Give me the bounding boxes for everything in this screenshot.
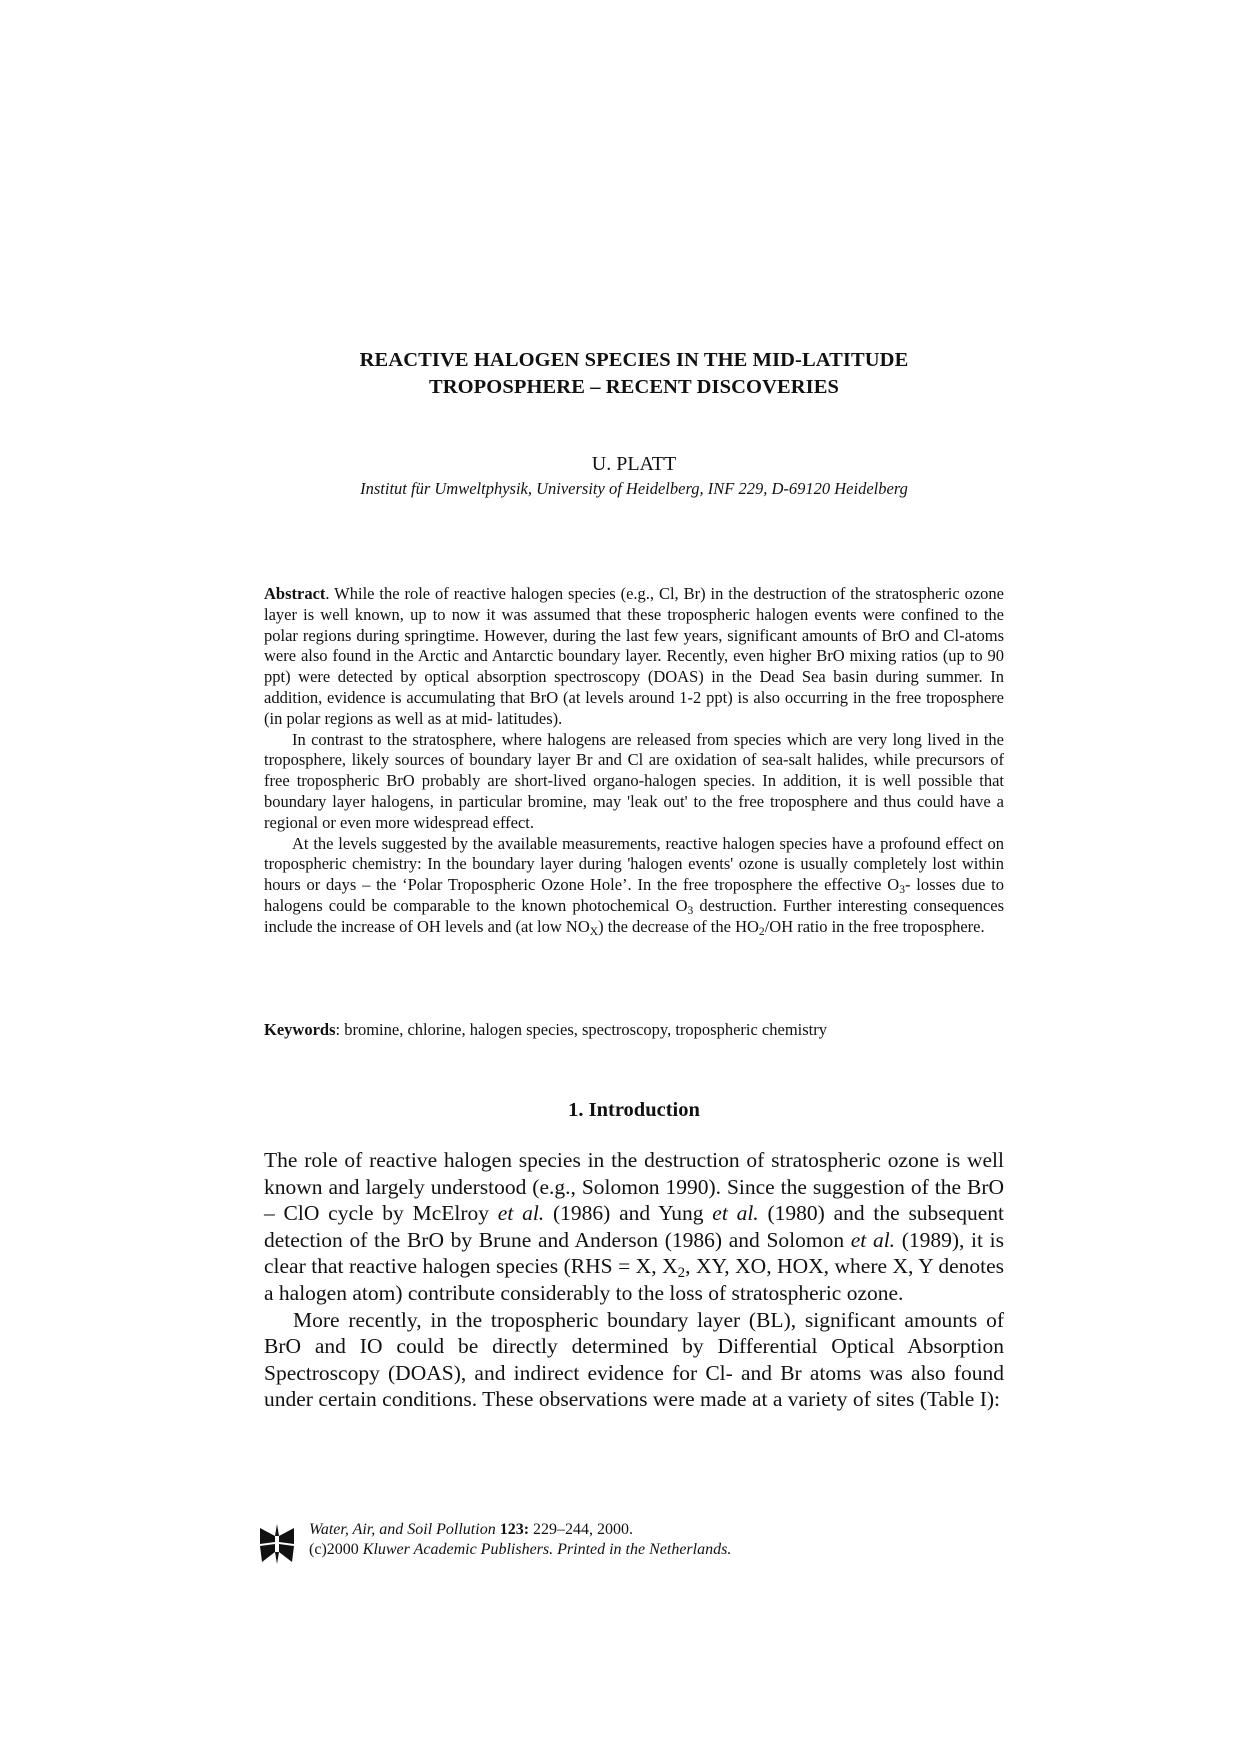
introduction-body [264, 1147, 1004, 1413]
author-name: U. PLATT [591, 453, 677, 475]
intro-paragraph-1: The role of reactive halogen species in the destruction of stratospheric ozone is well known and largely understood (e.g., Solomon 1990). Since the suggestion of the BrO – ClO cycle by McElroy et al. (1986) and Yung et al. (1980) and the subsequent detection of the BrO by Brune and Anderson (1986) and Solomon et al. (1989), it is clear that reactive halogen species (RHS = X, $X_2$, XY, XO, HOX, where X, Y denotes a halogen atom) contribute considerably to the loss of stratospheric ozone. [264, 1148, 1005, 1305]
abstract-label: Abstract [264, 584, 326, 603]
abstract [264, 584, 1004, 938]
keywords-label: Keywords [264, 1020, 336, 1039]
abstract-paragraph-2: In contrast to the stratosphere, where halogens are released from species which are very long lived in the troposphere, likely sources of boundary layer Br and Cl are oxidation of sea-salt halides, while precursors of free tropospheric BrO probably are short-lived organo-halogen species. In addition, it is well possible that boundary layer halogens, in particular bromine, may 'leak out' to the free troposphere and thus could have a regional or even more widespread effect. [264, 729, 1004, 832]
intro-paragraph-2: More recently, in the tropospheric boundary layer (BL), significant amounts of BrO and IO could be directly determined by Differential Optical Absorption Spectroscopy (DOAS), and indirect evidence for Cl- and Br atoms was also found under certain conditions. These observations were made at a variety of sites (Table I): [264, 1307, 1004, 1412]
publication-footer [258, 1520, 858, 1580]
abstract-paragraph-1: Abstract. While the role of reactive halogen species (e.g., Cl, Br) in the destruction of the stratospheric ozone layer is well known, up to now it was assumed that these tropospheric halogen events were confined to the polar regions during springtime. However, during the last few years, significant amounts of BrO and Cl-atoms were also found in the Arctic and Antarctic boundary layer. Recently, even higher BrO mixing ratios (up to 90 ppt) were detected by optical absorption spectroscopy (DOAS) in the Dead Sea basin during summer. In addition, evidence is accumulating that BrO (at levels around 1-2 ppt) is also occurring in the free troposphere (in polar regions as well as at mid- latitudes). [264, 584, 1004, 728]
section-heading-introduction: 1. Introduction [568, 1099, 700, 1121]
title-line-2: TROPOSPHERE – RECENT DISCOVERIES [428, 376, 840, 398]
keywords [264, 1020, 1004, 1040]
journal-citation: Water, Air, and Soil Pollution 123: 229–244, 2000. [309, 1521, 634, 1538]
publisher-logo-icon [258, 1522, 296, 1566]
keywords-list: : bromine, chlorine, halogen species, spectroscopy, tropospheric chemistry [335, 1020, 827, 1039]
copyright-symbol: (c) [309, 1541, 327, 1558]
title-line-1: REACTIVE HALOGEN SPECIES IN THE MID-LATITUDE [359, 349, 909, 371]
copyright-line: (c)2000 Kluwer Academic Publishers. Printed in the Netherlands. [309, 1541, 732, 1558]
abstract-paragraph-3: At the levels suggested by the available measurements, reactive halogen species have a profound effect on tropospheric chemistry: In the boundary layer during 'halogen events' ozone is usually completely lost within hours or days – the ‘Polar Tropospheric Ozone Hole’. In the free troposphere the effective $O_3-$ losses due to halogens could be comparable to the known photochemical $O_3$ destruction. Further interesting consequences include the increase of OH levels and (at low $NO_X$) the decrease of the $HO_2/OH$ ratio in the free troposphere. [264, 833, 1005, 938]
paper-title [264, 347, 1004, 401]
author-affiliation: Institut für Umweltphysik, University of Heidelberg, INF 229, D-69120 Heidelberg [360, 479, 908, 498]
